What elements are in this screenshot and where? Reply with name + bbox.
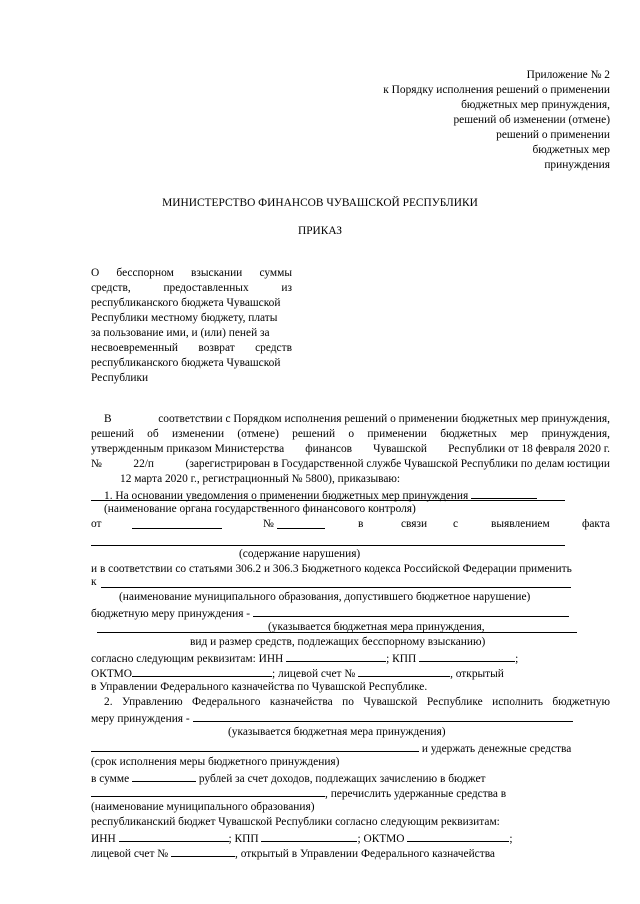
text-fragment: ОКТМО bbox=[91, 668, 132, 680]
blank-field[interactable] bbox=[91, 785, 325, 797]
text-fragment: суммы bbox=[259, 267, 292, 279]
blank-field[interactable] bbox=[407, 830, 509, 842]
header-line: решений об изменении (отмене) bbox=[453, 114, 610, 126]
blank-field[interactable] bbox=[132, 770, 196, 782]
header-line: решений о применении bbox=[496, 129, 610, 141]
field-hint: (наименование муниципального образования) bbox=[91, 801, 315, 813]
text-fragment: в bbox=[358, 518, 364, 530]
header-line: принуждения bbox=[544, 159, 610, 171]
subject-line bbox=[91, 266, 292, 280]
subject-line: Республики местному бюджету, платы bbox=[91, 312, 278, 324]
text-fragment: Чувашской bbox=[363, 696, 418, 708]
text-fragment: решений bbox=[91, 428, 134, 440]
order-title: ПРИКАЗ bbox=[297, 225, 343, 237]
text-fragment: Республики от 18 февраля 2020 г. bbox=[448, 443, 610, 455]
blank-field[interactable] bbox=[119, 830, 229, 842]
text-fragment: казначейства bbox=[269, 696, 333, 708]
text-fragment: (отмене) bbox=[237, 428, 279, 440]
text-fragment: выявлением bbox=[491, 518, 550, 530]
text-fragment: финансов bbox=[305, 443, 353, 455]
text-fragment: ; ОКТМО bbox=[357, 833, 405, 845]
blank-field[interactable] bbox=[91, 500, 565, 501]
field-hint: (содержание нарушения) bbox=[239, 548, 361, 560]
text-fragment: об bbox=[147, 428, 159, 440]
text-fragment: лицевой счет № bbox=[91, 848, 169, 860]
text-fragment: согласно следующим реквизитам: ИНН bbox=[91, 653, 284, 665]
text-fragment: , открытый bbox=[450, 668, 504, 680]
blank-field[interactable] bbox=[358, 665, 450, 677]
blank-field[interactable] bbox=[277, 517, 325, 529]
blank-field[interactable] bbox=[101, 587, 571, 588]
text-fragment: принуждения, bbox=[541, 428, 610, 440]
field-hint: вид и размер средств, подлежащих бесспорному взысканию) bbox=[190, 636, 486, 648]
text-fragment: соответствии с Порядком исполнения решений о применении бюджетных мер принуждения, bbox=[158, 413, 610, 425]
text-fragment: Управлению bbox=[122, 696, 183, 708]
text-fragment: ; bbox=[509, 833, 513, 845]
blank-field[interactable] bbox=[261, 830, 357, 842]
text-fragment: ИНН bbox=[91, 833, 116, 845]
subject-line: за пользование ими, и (или) пеней за bbox=[91, 327, 270, 339]
header-line: бюджетных мер bbox=[532, 144, 610, 156]
text-fragment: утвержденным приказом Министерства bbox=[91, 443, 285, 455]
blank-field[interactable] bbox=[91, 740, 419, 752]
text-fragment: бюджетных bbox=[440, 428, 497, 440]
text-fragment: изменении bbox=[171, 428, 225, 440]
subject-line: Республики bbox=[91, 372, 149, 384]
text-fragment: с bbox=[453, 518, 459, 530]
text-fragment: применении bbox=[367, 428, 427, 440]
text-fragment: факта bbox=[582, 518, 610, 530]
text-fragment: Федерального bbox=[192, 696, 261, 708]
text-fragment: (зарегистрирован в Государственной службе Чувашской Республики по делам юстиции bbox=[185, 458, 610, 470]
text-fragment: В bbox=[104, 413, 112, 425]
field-hint: (наименование муниципального образования, допустившего бюджетное нарушение) bbox=[119, 591, 531, 603]
subject-line bbox=[91, 281, 292, 295]
blank-field[interactable] bbox=[193, 710, 573, 722]
text-fragment: ; КПП bbox=[386, 653, 417, 665]
subject-line: республиканского бюджета Чувашской bbox=[91, 297, 281, 309]
text-fragment: 1. На основании уведомления о применении бюджетных мер принуждения bbox=[104, 490, 469, 502]
blank-field[interactable] bbox=[97, 632, 577, 633]
text-fragment: о bbox=[348, 428, 355, 440]
text-fragment: и удержать денежные средства bbox=[421, 743, 572, 755]
text-fragment: предоставленных bbox=[163, 282, 249, 294]
text-fragment: связи bbox=[401, 518, 428, 530]
blank-field[interactable] bbox=[91, 545, 565, 546]
text-fragment: 2. bbox=[104, 696, 113, 708]
text-fragment: взыскании bbox=[190, 267, 243, 279]
text-fragment: бесспорном bbox=[116, 267, 174, 279]
subject-line bbox=[91, 341, 292, 355]
text-fragment: возврат bbox=[198, 342, 235, 354]
text-fragment: от bbox=[91, 518, 102, 530]
document-page: Приложение № 2 к Порядку исполнения решений о применении бюджетных мер принуждения, решений об изменении (отмене) решений о применении бюджетных мер принуждения МИНИСТЕРСТВО ФИНАНСОВ ЧУВАШСКОЙ РЕСПУБЛИКИ ПРИКАЗ О бесспорном взыскании суммы средств, предоставленных из республиканского бюджета Чувашской Республики местному бюджету, платы за пользование ими, и (или) пеней за несвоевременный возврат средств республиканского бюджета Чувашской Республики В соответствии с Порядком исполнения решений о применении бюджетных мер принуждения, решений об изменении (отмене) решений о применении бюджетных мер принуждения, утвержденным приказом Министерства финансов Чувашской Республики от 18 февраля 2020 г. № 22/п (зарегистрирован в Государственной службе Чувашской Республики по делам юстиции 12 марта 2020 г., регистрационный № 5800), приказываю: 1. На основании уведомления о применении бюджетных мер принуждения (наименование органа государственного финансового контроля) от № в связи с выявлением факта (содержание нарушения) и в соответствии со статьями 306.2 и 306.3 Бюджетного кодекса Российской Федерации применить к (наименование муниципального образования, допустившего бюджетное нарушение) бюджетную меру принуждения - (указывается бюджетная мера принуждения, вид и размер средств, подлежащих бесспорному взысканию) согласно следующим реквизитам: ИНН ; КПП ; ОКТМО ; лицевой счет № , открытый в Управлении Федерального казначейства по Чувашской Республике. 2. Управлению Федерального казначейства по Чувашской Республике исполнить бюджетную меру принуждения - (указывается бюджетная мера принуждения) и удержать денежные средства (срок исполнения меры бюджетного принуждения) в сумме рублей за счет доходов, подлежащих зачислению в бюджет , перечислить удержанные средства в (наименование муниципального образования) республиканский бюджет Чувашской Республики согласно следующим реквизитам: ИНН ; КПП ; ОКТМО ; лицевой счет № , открытый в Управлении Федерального казначейства bbox=[0, 0, 640, 904]
text-fragment: бюджетную bbox=[552, 696, 610, 708]
header-line: бюджетных мер принуждения, bbox=[461, 99, 610, 111]
ministry-title: МИНИСТЕРСТВО ФИНАНСОВ ЧУВАШСКОЙ РЕСПУБЛИКИ bbox=[162, 197, 478, 209]
blank-field[interactable] bbox=[471, 487, 537, 499]
header-line: Приложение № 2 bbox=[526, 69, 610, 81]
text-fragment: Чувашской bbox=[373, 443, 428, 455]
text-fragment: из bbox=[281, 282, 292, 294]
text-fragment: № bbox=[91, 458, 102, 470]
text-fragment: 22/п bbox=[133, 458, 155, 470]
field-hint: (указывается бюджетная мера принуждения) bbox=[228, 726, 446, 738]
text-fragment: решений bbox=[292, 428, 336, 440]
text-fragment: рублей за счет доходов, подлежащих зачислению в бюджет bbox=[198, 773, 486, 785]
text-fragment: в сумме bbox=[91, 773, 130, 785]
blank-field[interactable] bbox=[419, 650, 515, 662]
text-fragment: исполнить bbox=[492, 696, 543, 708]
blank-field[interactable] bbox=[132, 665, 272, 677]
field-hint: (наименование органа государственного финансового контроля) bbox=[104, 503, 416, 515]
text-fragment: мер bbox=[510, 428, 529, 440]
text-fragment: , открытый в Управлении Федерального казначейства bbox=[235, 848, 495, 860]
text-fragment: ; КПП bbox=[228, 833, 259, 845]
text-fragment: ; лицевой счет № bbox=[272, 668, 356, 680]
text-fragment: несвоевременный bbox=[91, 342, 179, 354]
text-fragment: бюджетную меру принуждения - bbox=[91, 608, 251, 620]
text-fragment: О bbox=[91, 267, 100, 279]
field-hint: (срок исполнения меры бюджетного принуждения) bbox=[91, 756, 340, 768]
text-fragment: средств bbox=[255, 342, 292, 354]
subject-line: республиканского бюджета Чувашской bbox=[91, 357, 281, 369]
text-fragment: № bbox=[263, 518, 274, 530]
field-hint: (указывается бюджетная мера принуждения, bbox=[268, 621, 485, 633]
text-fragment: меру принуждения - bbox=[91, 713, 190, 725]
header-line: к Порядку исполнения решений о применении bbox=[383, 84, 610, 96]
text-fragment: Республике bbox=[426, 696, 483, 708]
blank-field[interactable] bbox=[286, 650, 386, 662]
blank-field[interactable] bbox=[253, 605, 569, 617]
text-fragment: по bbox=[342, 696, 354, 708]
text-fragment: , перечислить удержанные средства в bbox=[325, 788, 507, 800]
text-fragment: средств, bbox=[91, 282, 131, 294]
blank-field[interactable] bbox=[171, 845, 235, 857]
blank-field[interactable] bbox=[132, 517, 222, 529]
